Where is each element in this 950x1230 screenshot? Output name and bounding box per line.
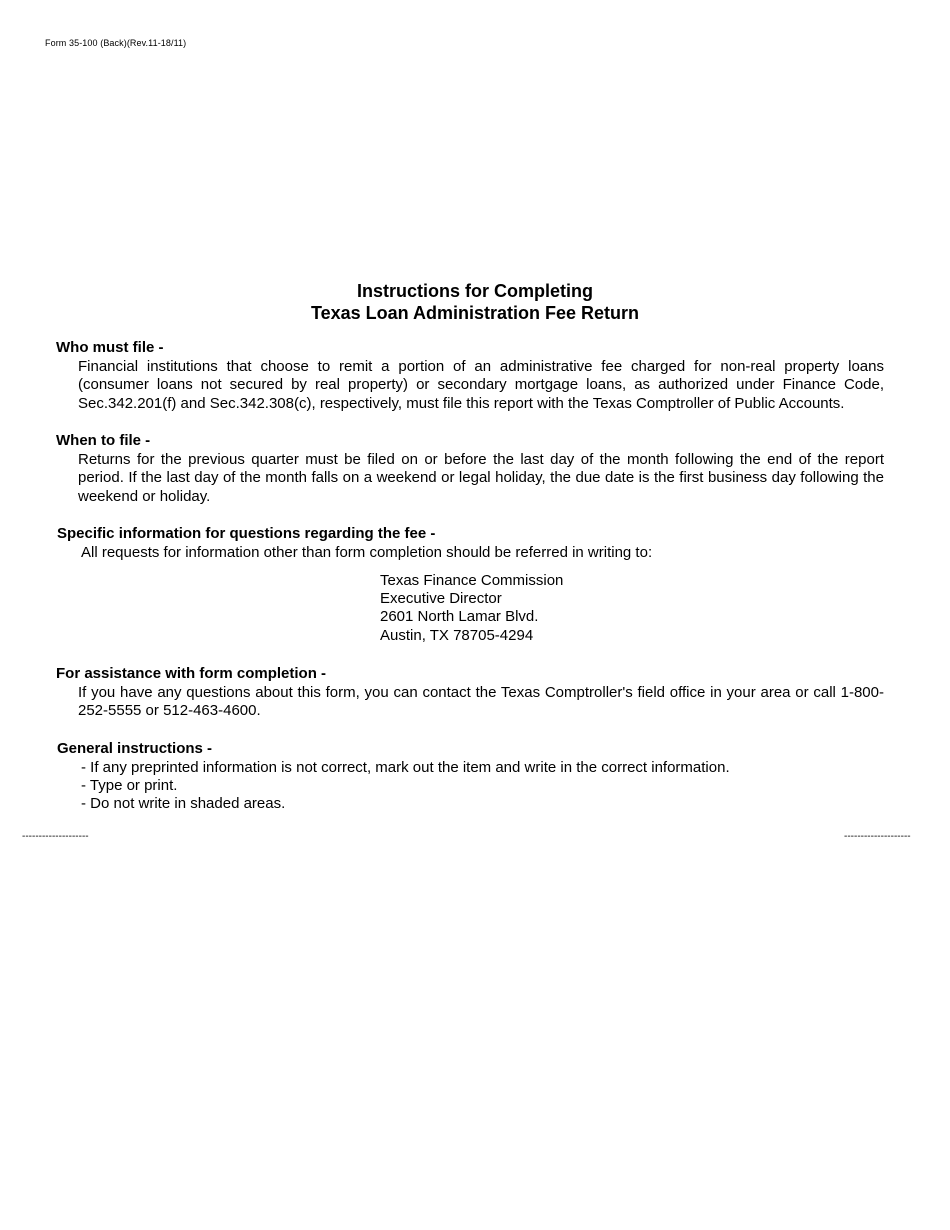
when-to-file-body: Returns for the previous quarter must be filed on or before the last day of the month following the end of the report period. If the last day of the month falls on a weekend or legal holiday, the due date is the first business day following the weekend or holiday. (78, 451, 884, 505)
page-title (0, 280, 950, 324)
section-when-to-file (56, 432, 884, 506)
mailing-address (380, 572, 563, 645)
who-must-file-heading: Who must file - (56, 339, 164, 356)
assistance-body: If you have any questions about this form, you can contact the Texas Comptroller's field office in your area or call 1-800-252-5555 or 512-463-4600. (78, 684, 884, 720)
form-number: Form 35-100 (Back)(Rev.11-18/11) (45, 38, 187, 48)
section-assistance (56, 665, 884, 721)
specific-info-body: All requests for information other than form completion should be referred in writing to: (81, 544, 653, 561)
when-to-file-heading: When to file - (56, 432, 151, 449)
section-who-must-file (56, 339, 884, 413)
title-line-1: Instructions for Completing (357, 281, 593, 301)
cut-line-right: -------------------- (844, 831, 911, 842)
address-line-3: 2601 North Lamar Blvd. (380, 608, 539, 626)
assistance-heading: For assistance with form completion - (56, 665, 327, 682)
cut-line-left: -------------------- (22, 831, 89, 842)
general-item: - If any preprinted information is not correct, mark out the item and write in the correct information. (81, 759, 730, 776)
address-line-2: Executive Director (380, 590, 502, 608)
general-item: - Do not write in shaded areas. (81, 795, 286, 813)
who-must-file-body: Financial institutions that choose to remit a portion of an administrative fee charged for non-real property loans (consumer loans not secured by real property) or secondary mortgage loans, as authorized under Finance Code, Sec.342.201(f) and Sec.342.308(c), respectively, must file this report with the Texas Comptroller of Public Accounts. (78, 358, 884, 412)
general-item: - Type or print. (81, 777, 178, 795)
general-heading: General instructions - (57, 740, 213, 757)
address-line-4: Austin, TX 78705-4294 (380, 626, 534, 644)
specific-info-heading: Specific information for questions regarding the fee - (57, 525, 436, 542)
title-line-2: Texas Loan Administration Fee Return (310, 303, 640, 323)
section-specific-info (57, 525, 885, 562)
section-general-instructions (57, 740, 885, 814)
address-line-1: Texas Finance Commission (380, 572, 564, 589)
